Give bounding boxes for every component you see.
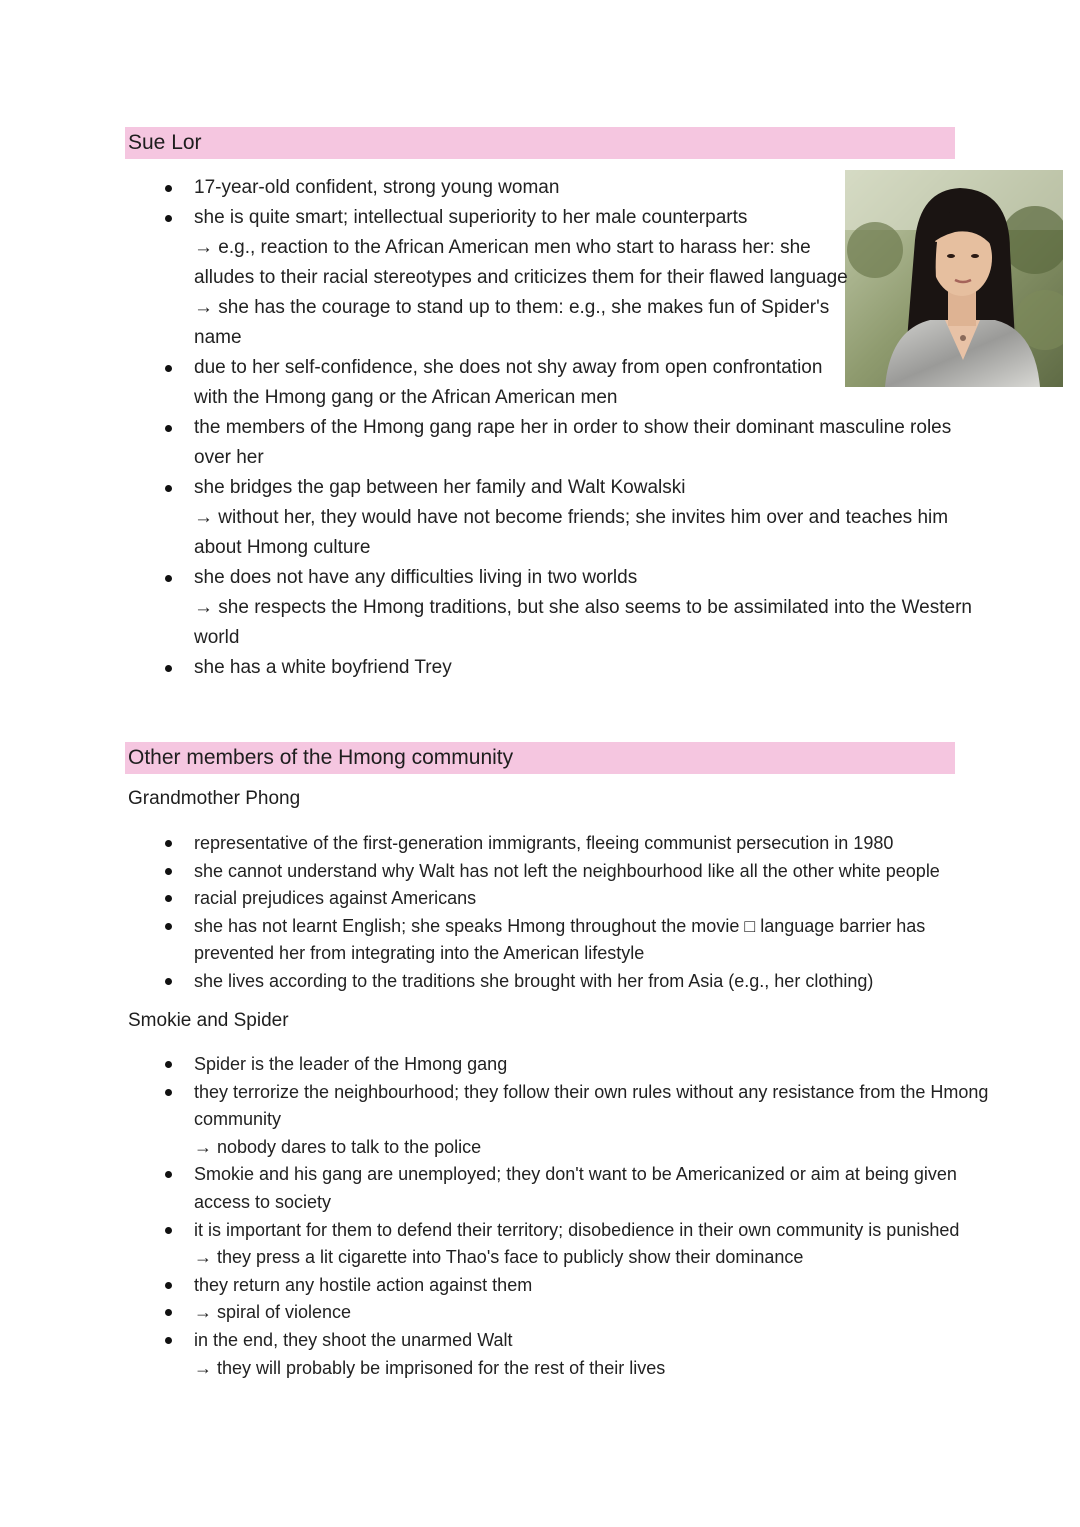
list-item: [194, 913, 954, 968]
bullet-text: → she respects the Hmong traditions, but she also seems to be assimilated into the Western: [194, 597, 972, 618]
bullet-text: she has a white boyfriend Trey: [194, 657, 452, 678]
list-item: [194, 1079, 989, 1162]
bullet-text: access to society: [194, 1191, 332, 1212]
bullet-text: it is important for them to defend their territory; disobedience in their own community is punished: [194, 1219, 960, 1240]
bullet-text: → without her, they would have not become friends; she invites him over and teaches him: [194, 507, 949, 528]
list-item: [194, 173, 954, 203]
bullet-text: the members of the Hmong gang rape her in order to show their dominant masculine roles: [194, 417, 952, 438]
list-item: [194, 1217, 960, 1272]
bullet-text: prevented her from integrating into the American lifestyle: [194, 943, 645, 964]
list-item: [194, 1299, 954, 1327]
bullet-text: she has not learnt English; she speaks Hmong throughout the movie □ language barrier has: [194, 915, 926, 936]
bullet-text: 17-year-old confident, strong young woman: [194, 177, 560, 198]
bullet-text: about Hmong culture: [194, 537, 371, 558]
bullet-text: world: [194, 627, 240, 648]
list-item: [194, 353, 954, 413]
bullet-text: → spiral of violence: [194, 1302, 352, 1323]
section-heading-sue-lor: Sue Lor: [125, 127, 955, 159]
list-item: [194, 1161, 957, 1216]
list-item: [194, 653, 954, 683]
bullet-text: name: [194, 327, 242, 348]
bullet-text: → e.g., reaction to the African American men who start to harass her: she: [194, 237, 811, 258]
grandmother-phong-bullet-list: [194, 830, 954, 996]
list-item: [194, 203, 954, 353]
bullet-text: she does not have any difficulties living in two worlds: [194, 567, 638, 588]
bullet-text: racial prejudices against Americans: [194, 888, 477, 909]
bullet-text: representative of the first-generation immigrants, fleeing communist persecution in 1980: [194, 833, 894, 853]
list-item: [194, 413, 954, 473]
bullet-text: Smokie and his gang are unemployed; they don't want to be Americanized or aim at being given: [194, 1164, 957, 1185]
list-item: [194, 968, 954, 996]
sue-lor-bullet-list: [194, 173, 972, 683]
smokie-spider-bullet-list: [194, 1051, 989, 1382]
bullet-text: → they will probably be imprisoned for the rest of their lives: [194, 1357, 666, 1378]
bullet-text: she lives according to the traditions she brought with her from Asia (e.g., her clothing): [194, 970, 874, 991]
list-item: [194, 1051, 954, 1079]
bullet-text: due to her self-confidence, she does not shy away from open confrontation: [194, 357, 823, 378]
bullet-text: → nobody dares to talk to the police: [194, 1136, 482, 1157]
bullet-text: → they press a lit cigarette into Thao's face to publicly show their dominance: [194, 1247, 804, 1268]
list-item: [194, 885, 954, 913]
subheading-smokie-and-spider: Smokie and Spider: [128, 1010, 289, 1031]
list-item: [194, 563, 972, 653]
subheading-grandmother-phong: Grandmother Phong: [128, 788, 301, 809]
bullet-text: in the end, they shoot the unarmed Walt: [194, 1329, 513, 1350]
list-item: [194, 1327, 954, 1382]
bullet-text: → she has the courage to stand up to them: e.g., she makes fun of Spider's: [194, 297, 830, 318]
bullet-text: over her: [194, 447, 264, 468]
bullet-text: she cannot understand why Walt has not left the neighbourhood like all the other white people: [194, 860, 940, 881]
list-item: [194, 473, 954, 563]
bullet-text: she bridges the gap between her family and Walt Kowalski: [194, 477, 686, 498]
section-heading-hmong-community: Other members of the Hmong community: [125, 742, 955, 774]
bullet-text: community: [194, 1109, 282, 1130]
list-item: [194, 830, 954, 858]
bullet-text: they terrorize the neighbourhood; they follow their own rules without any resistance from the Hmong: [194, 1081, 989, 1102]
list-item: [194, 1272, 954, 1300]
bullet-text: with the Hmong gang or the African American men: [194, 387, 618, 408]
bullet-text: they return any hostile action against them: [194, 1274, 533, 1295]
bullet-text: she is quite smart; intellectual superiority to her male counterparts: [194, 207, 748, 228]
bullet-text: alludes to their racial stereotypes and criticizes them for their flawed language: [194, 267, 848, 288]
bullet-text: Spider is the leader of the Hmong gang: [194, 1054, 508, 1074]
list-item: [194, 858, 954, 886]
